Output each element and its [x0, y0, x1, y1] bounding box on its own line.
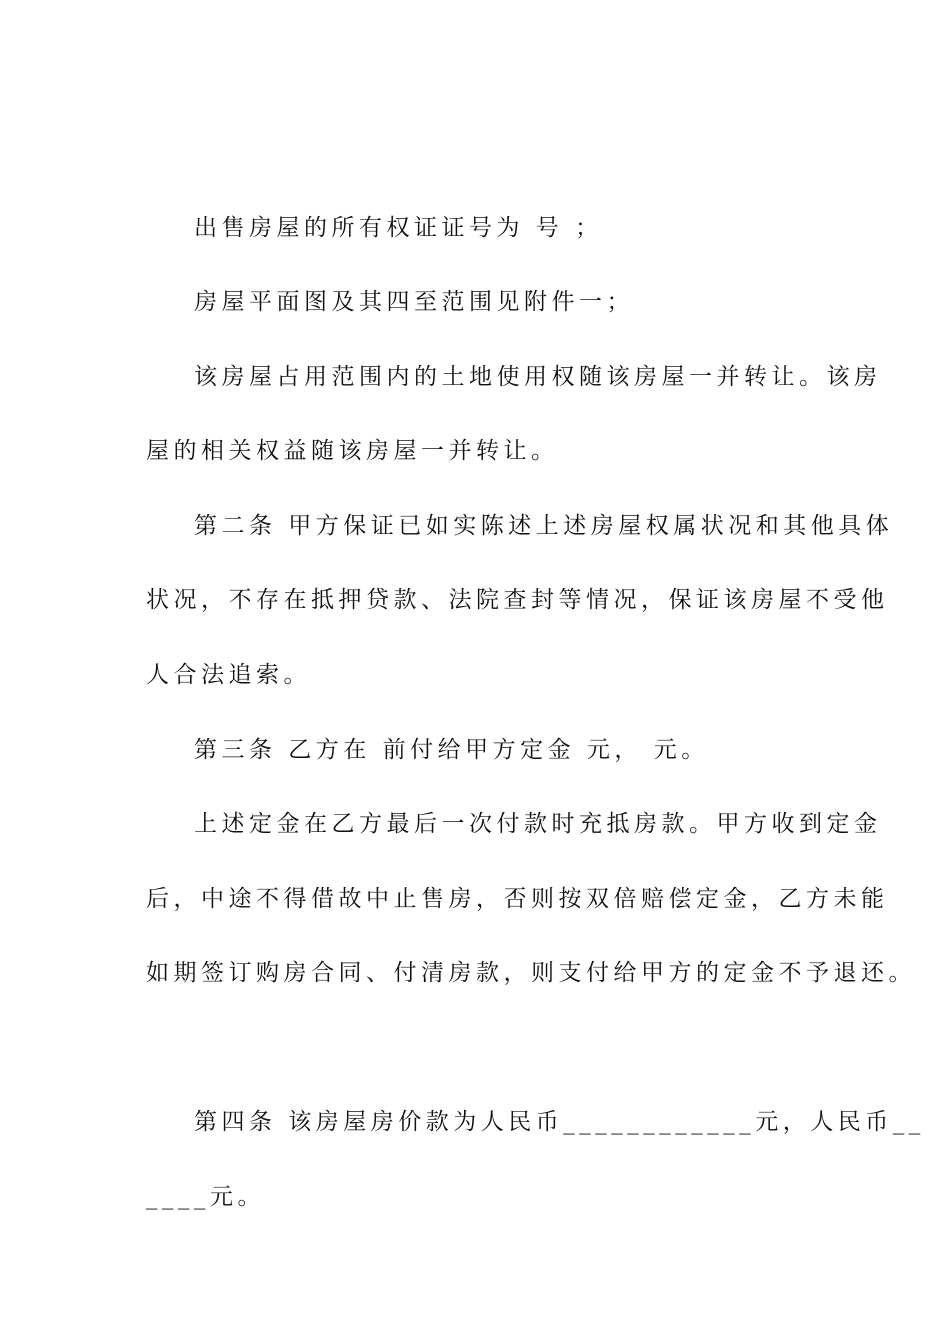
paragraph-line-5: 第二条 甲方保证已如实陈述上述房屋权属状况和其他具体 — [194, 513, 894, 539]
paragraph-line-8: 第三条 乙方在 前付给甲方定金 元， 元。 — [194, 737, 709, 763]
paragraph-line-3: 该房屋占用范围内的土地使用权随该房屋一并转让。该房 — [194, 364, 882, 390]
paragraph-line-6: 状况，不存在抵押贷款、法院查封等情况，保证该房屋不受他 — [146, 587, 889, 613]
paragraph-line-11: 如期签订购房合同、付清房款，则支付给甲方的定金不予退还。 — [146, 960, 916, 986]
paragraph-line-4: 屋的相关权益随该房屋一并转让。 — [146, 438, 559, 464]
paragraph-line-12: 第四条 该房屋房价款为人民币____________元，人民币__ — [194, 1109, 925, 1135]
paragraph-line-13: ____元。 — [146, 1184, 265, 1210]
paragraph-line-9: 上述定金在乙方最后一次付款时充抵房款。甲方收到定金 — [194, 811, 882, 837]
paragraph-line-2: 房屋平面图及其四至范围见附件一； — [194, 289, 634, 315]
paragraph-line-10: 后，中途不得借故中止售房，否则按双倍赔偿定金，乙方未能 — [146, 886, 889, 912]
paragraph-line-1: 出售房屋的所有权证证号为 号 ； — [194, 215, 603, 241]
paragraph-line-7: 人合法追索。 — [146, 662, 311, 688]
